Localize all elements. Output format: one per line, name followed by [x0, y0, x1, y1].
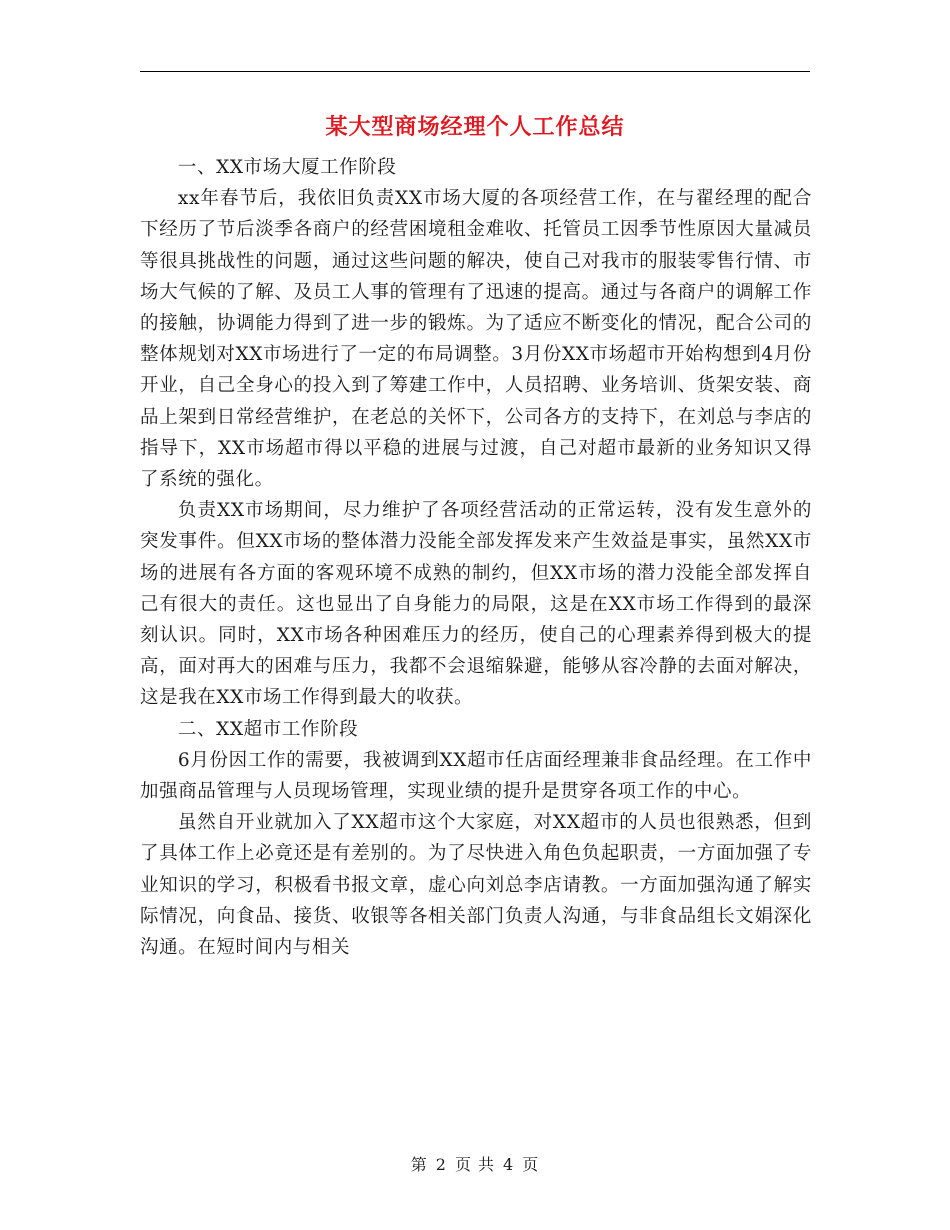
paragraph-1: xx年春节后，我依旧负责XX市场大厦的各项经营工作，在与翟经理的配合下经历了节后淡季各商户的经营困境租金难收、托管员工因季节性原因大量减员等很具挑战性的问题，通过这些问题的解决，使自己对我市的服装零售行情、市场大气候的了解、及员工人事的管理有了迅速的提高。通过与各商户的调解工作的接触，协调能力得到了进一步的锻炼。为了适应不断变化的情况，配合公司的整体规划对XX市场进行了一定的布局调整。3月份XX市场超市开始构想到4月份开业，自己全身心的投入到了筹建工作中，人员招聘、业务培训、货架安装、商品上架到日常经营维护，在老总的关怀下，公司各方的支持下，在刘总与李店的指导下，XX市场超市得以平稳的进展与过渡，自己对超市最新的业务知识又得了系统的强化。 [140, 188, 812, 491]
section-heading-2: 二、XX超市工作阶段 [177, 718, 359, 740]
current-page-number: 2 [435, 1155, 447, 1174]
paragraph-3: 6月份因工作的需要，我被调到XX超市任店面经理兼非食品经理。在工作中加强商品管理与人员现场管理，实现业绩的提升是贯穿各项工作的中心。 [140, 749, 812, 803]
paragraph-2: 负责XX市场期间，尽力维护了各项经营活动的正常运转，没有发生意外的突发事件。但XX市场的整体潜力没能全部发挥发来产生效益是事实，虽然XX市场的进展有各方面的客观环境不成熟的制约，但XX市场的潜力没能全部发挥自己有很大的责任。这也显出了自身能力的局限，这是在XX市场工作得到的最深刻认识。同时，XX市场各种困难压力的经历，使自己的心理素养得到极大的提高，面对再大的困难与压力，我都不会退缩躲避，能够从容冷静的去面对解决，这是我在XX市场工作得到最大的收获。 [140, 500, 812, 709]
footer-middle: 页 共 [454, 1155, 496, 1174]
section-heading-1: 一、XX市场大厦工作阶段 [177, 157, 397, 178]
document-title: 某大型商场经理个人工作总结 [325, 114, 625, 140]
footer-suffix: 页 [522, 1155, 540, 1174]
paragraph-4: 虽然自开业就加入了XX超市这个大家庭，对XX超市的人员也很熟悉，但到了具体工作上必竟还是有差别的。为了尽快进入角色负起职责，一方面加强了专业知识的学习，积极看书报文章，虚心向刘总李店请教。一方面加强沟通了解实际情况，向食品、接货、收银等各相关部门负责人沟通，与非食品组长文娟深化沟通。在短时间内与相关 [140, 812, 812, 959]
footer-prefix: 第 [410, 1155, 428, 1174]
page-footer [0, 1153, 950, 1177]
total-page-number: 4 [503, 1155, 515, 1174]
header-rule [140, 71, 810, 72]
document-body [140, 152, 812, 963]
